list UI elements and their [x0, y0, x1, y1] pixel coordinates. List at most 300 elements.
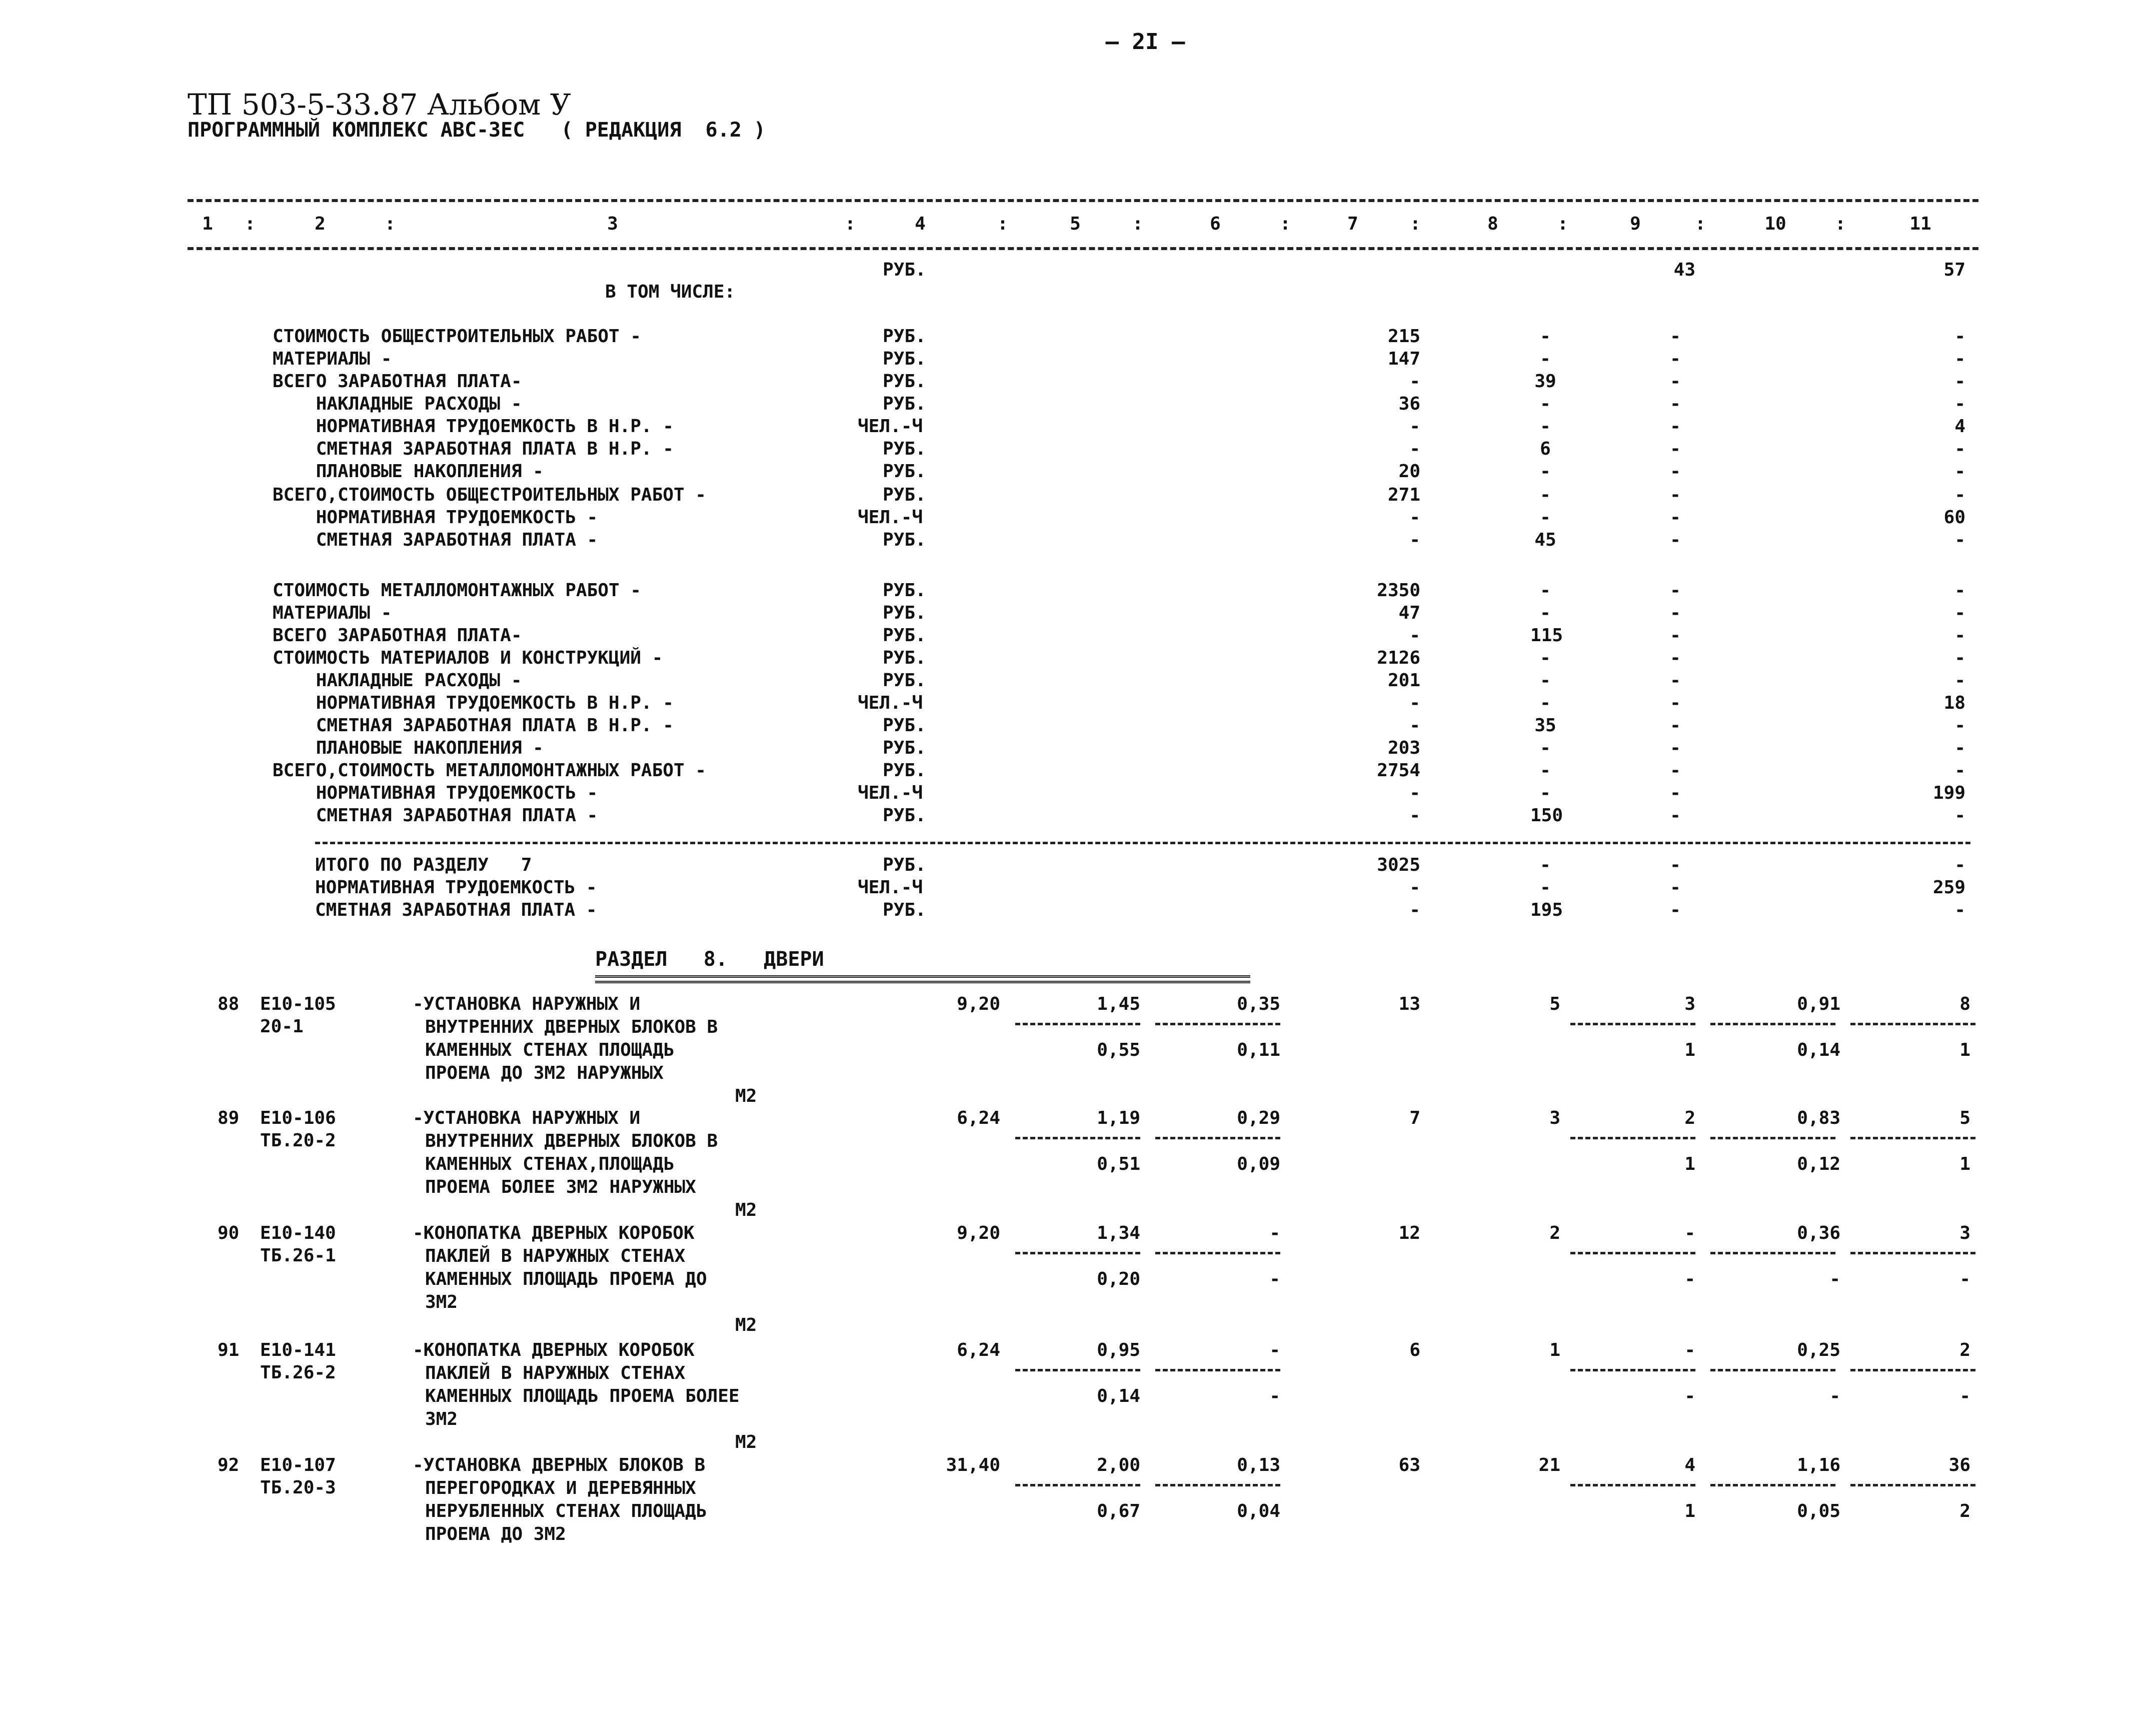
- column-header-cell: 2: [315, 214, 326, 234]
- summary-subtitle: В ТОМ ЧИСЛЕ:: [605, 282, 736, 302]
- row-col7: -: [1409, 507, 1420, 528]
- item-col11-sub: -: [1959, 1269, 1970, 1289]
- row-col8: 35: [1534, 715, 1556, 736]
- item-description-line: ПАКЛЕЙ В НАРУЖНЫХ СТЕНАХ: [425, 1363, 686, 1383]
- row-col7: 215: [1387, 326, 1420, 347]
- item-col11-sub: 1: [1959, 1040, 1970, 1060]
- item-col10-sub: 0,12: [1797, 1154, 1840, 1174]
- column-separator: :: [385, 214, 396, 234]
- row-col9: -: [1670, 855, 1681, 875]
- item-col9: -: [1684, 1340, 1695, 1360]
- item-col5-separator: [1015, 1369, 1140, 1371]
- item-col11: 8: [1959, 994, 1970, 1014]
- item-col5: 0,95: [1097, 1340, 1140, 1360]
- row-col7: 3025: [1377, 855, 1420, 875]
- item-description-line: -УСТАНОВКА ДВЕРНЫХ БЛОКОВ В: [413, 1455, 706, 1475]
- item-code-ref: 20-1: [260, 1016, 304, 1037]
- item-code: Е10-141: [260, 1340, 336, 1360]
- item-description-line: ВНУТРЕННИХ ДВЕРНЫХ БЛОКОВ В: [425, 1131, 718, 1151]
- row-col7: -: [1409, 715, 1420, 736]
- item-col5: 1,19: [1097, 1108, 1140, 1128]
- item-col10-separator: [1710, 1369, 1835, 1371]
- row-col9: -: [1670, 603, 1681, 623]
- row-label: НОРМАТИВНАЯ ТРУДОЕМКОСТЬ -: [273, 507, 598, 528]
- item-col6-separator: [1155, 1484, 1280, 1486]
- item-number: 89: [218, 1108, 240, 1128]
- item-number: 92: [218, 1455, 240, 1475]
- column-header-cell: 9: [1630, 214, 1641, 234]
- item-description-line: ВНУТРЕННИХ ДВЕРНЫХ БЛОКОВ В: [425, 1017, 718, 1037]
- column-header-cell: 4: [915, 214, 926, 234]
- item-col9: 4: [1684, 1455, 1695, 1475]
- row-col8: -: [1540, 507, 1551, 528]
- row-label: ПЛАНОВЫЕ НАКОПЛЕНИЯ -: [273, 461, 544, 482]
- item-col5-separator: [1015, 1252, 1140, 1254]
- column-header-cell: 11: [1909, 214, 1931, 234]
- row-unit: РУБ.: [883, 855, 926, 875]
- row-col8: -: [1540, 648, 1551, 668]
- row-col9: -: [1670, 371, 1681, 392]
- item-description-line: КАМЕННЫХ СТЕНАХ ПЛОЩАДЬ: [425, 1040, 675, 1060]
- row-unit: РУБ.: [883, 603, 926, 623]
- row-unit: ЧЕЛ.-Ч: [858, 416, 923, 437]
- item-col6: 0,13: [1237, 1455, 1280, 1475]
- item-number: 91: [218, 1340, 240, 1360]
- row-col11: -: [1954, 648, 1965, 668]
- item-number: 90: [218, 1223, 240, 1243]
- row-label: СМЕТНАЯ ЗАРАБОТНАЯ ПЛАТА -: [273, 530, 598, 550]
- item-col10-separator: [1710, 1137, 1835, 1139]
- item-col11: 5: [1959, 1108, 1970, 1128]
- column-separator: :: [1410, 214, 1421, 234]
- row-col8: -: [1540, 760, 1551, 781]
- row-label: НОРМАТИВНАЯ ТРУДОЕМКОСТЬ -: [315, 877, 597, 898]
- item-col9: 3: [1684, 994, 1695, 1014]
- item-col11: 36: [1948, 1455, 1970, 1475]
- item-description-line: 3М2: [425, 1292, 458, 1312]
- row-col11: -: [1954, 439, 1965, 459]
- row-col8: -: [1540, 877, 1551, 898]
- row-col8: -: [1540, 783, 1551, 803]
- row-col11: -: [1954, 805, 1965, 826]
- row-col11: -: [1954, 738, 1965, 758]
- column-header-cell: 1: [202, 214, 213, 234]
- item-col9-sub: -: [1684, 1386, 1695, 1406]
- item-col7: 63: [1398, 1455, 1420, 1475]
- item-col6: 0,35: [1237, 994, 1280, 1014]
- item-col10-sub: -: [1829, 1269, 1840, 1289]
- item-code: Е10-105: [260, 994, 336, 1014]
- item-number: 88: [218, 994, 240, 1014]
- row-col8: 195: [1530, 900, 1563, 920]
- item-col6-separator: [1155, 1023, 1280, 1025]
- row-col7: 47: [1398, 603, 1420, 623]
- row-col9: -: [1670, 783, 1681, 803]
- row-col8: 6: [1540, 439, 1551, 459]
- column-separator: :: [1132, 214, 1143, 234]
- row-col11: -: [1954, 349, 1965, 369]
- row-col7: 20: [1398, 461, 1420, 482]
- column-separator: :: [845, 214, 856, 234]
- item-description-line: ПАКЛЕЙ В НАРУЖНЫХ СТЕНАХ: [425, 1246, 686, 1266]
- row-col8: -: [1540, 580, 1551, 601]
- row-label: ВСЕГО,СТОИМОСТЬ МЕТАЛЛОМОНТАЖНЫХ РАБОТ -: [273, 760, 706, 781]
- row-label: ПЛАНОВЫЕ НАКОПЛЕНИЯ -: [273, 738, 544, 758]
- section-title-underline: [595, 975, 1250, 983]
- item-col4: 9,20: [957, 1223, 1000, 1243]
- item-col10: 0,36: [1797, 1223, 1840, 1243]
- row-col8: -: [1540, 461, 1551, 482]
- row-col11: -: [1954, 760, 1965, 781]
- row-col7: -: [1409, 805, 1420, 826]
- item-col11-sub: 2: [1959, 1501, 1970, 1521]
- section-total-rule: [315, 842, 1970, 844]
- row-col7: 2754: [1377, 760, 1420, 781]
- row-col9: -: [1670, 877, 1681, 898]
- item-col5-sub: 0,20: [1097, 1269, 1140, 1289]
- item-col7: 7: [1409, 1108, 1420, 1128]
- row-label: СМЕТНАЯ ЗАРАБОТНАЯ ПЛАТА В Н.Р. -: [273, 715, 674, 736]
- item-col6-separator: [1155, 1252, 1280, 1254]
- item-col7: 13: [1398, 994, 1420, 1014]
- row-unit: РУБ.: [883, 485, 926, 505]
- item-col8: 2: [1549, 1223, 1560, 1243]
- row-unit: РУБ.: [883, 580, 926, 601]
- row-col9: -: [1670, 670, 1681, 691]
- row-unit: РУБ.: [883, 461, 926, 482]
- header-rule: [188, 247, 1978, 250]
- column-separator: :: [997, 214, 1008, 234]
- row-col7: 201: [1387, 670, 1420, 691]
- row-col8: -: [1540, 670, 1551, 691]
- item-col5-separator: [1015, 1484, 1140, 1486]
- item-description-line: КАМЕННЫХ ПЛОЩАДЬ ПРОЕМА БОЛЕЕ: [425, 1386, 740, 1406]
- item-description-line: КАМЕННЫХ СТЕНАХ,ПЛОЩАДЬ: [425, 1154, 675, 1174]
- column-header-cell: 8: [1487, 214, 1498, 234]
- album-title: ТП 503-5-33.87 Альбом У: [188, 88, 571, 122]
- row-col8: -: [1540, 693, 1551, 713]
- item-col10: 0,83: [1797, 1108, 1840, 1128]
- item-col4: 9,20: [957, 994, 1000, 1014]
- row-col8: -: [1540, 603, 1551, 623]
- row-col7: -: [1409, 900, 1420, 920]
- item-description-line: ПЕРЕГОРОДКАХ И ДЕРЕВЯННЫХ: [425, 1478, 696, 1498]
- item-col8: 3: [1549, 1108, 1560, 1128]
- row-unit: РУБ.: [883, 394, 926, 414]
- item-col9: 2: [1684, 1108, 1695, 1128]
- row-unit: ЧЕЛ.-Ч: [858, 693, 923, 713]
- row-col11: -: [1954, 715, 1965, 736]
- item-col10-sub: 0,05: [1797, 1501, 1840, 1521]
- row-col9: -: [1670, 625, 1681, 646]
- row-unit: РУБ.: [883, 349, 926, 369]
- item-col10: 1,16: [1797, 1455, 1840, 1475]
- item-col5-sub: 0,67: [1097, 1501, 1140, 1521]
- row-unit: РУБ.: [883, 648, 926, 668]
- row-col11: -: [1954, 580, 1965, 601]
- item-col11-separator: [1850, 1369, 1975, 1371]
- row-label: ВСЕГО ЗАРАБОТНАЯ ПЛАТА-: [273, 625, 522, 646]
- item-col9-separator: [1570, 1023, 1695, 1025]
- item-col9-sub: 1: [1684, 1501, 1695, 1521]
- row-label: НОРМАТИВНАЯ ТРУДОЕМКОСТЬ В Н.Р. -: [273, 693, 674, 713]
- item-col11-sub: -: [1959, 1386, 1970, 1406]
- row-col7: 36: [1398, 394, 1420, 414]
- item-col6-sub: 0,11: [1237, 1040, 1280, 1060]
- item-description-line: ПРОЕМА ДО 3М2 НАРУЖНЫХ: [425, 1063, 664, 1083]
- item-unit: М2: [735, 1086, 757, 1106]
- row-col8: -: [1540, 485, 1551, 505]
- program-line: ПРОГРАММНЫЙ КОМПЛЕКС АВС-3ЕС ( РЕДАКЦИЯ 6.2 ): [188, 119, 766, 142]
- item-col5-separator: [1015, 1137, 1140, 1139]
- row-col7: -: [1409, 416, 1420, 437]
- row-col11: -: [1954, 461, 1965, 482]
- row-label: ИТОГО ПО РАЗДЕЛУ 7: [315, 855, 532, 875]
- item-col10-sub: -: [1829, 1386, 1840, 1406]
- item-description-line: КАМЕННЫХ ПЛОЩАДЬ ПРОЕМА ДО: [425, 1269, 707, 1289]
- row-label: СТОИМОСТЬ ОБЩЕСТРОИТЕЛЬНЫХ РАБОТ -: [273, 326, 641, 347]
- row-col8: -: [1540, 349, 1551, 369]
- item-col5-sub: 0,51: [1097, 1154, 1140, 1174]
- item-col10: 0,91: [1797, 994, 1840, 1014]
- item-code-ref: ТБ.26-1: [260, 1245, 336, 1266]
- item-col6-separator: [1155, 1137, 1280, 1139]
- column-separator: :: [1557, 214, 1568, 234]
- item-col10-separator: [1710, 1252, 1835, 1254]
- summary-c11: 57: [1943, 260, 1965, 280]
- row-col9: -: [1670, 760, 1681, 781]
- column-header-cell: 7: [1347, 214, 1358, 234]
- page-number: — 2I —: [1105, 29, 1185, 55]
- row-col7: -: [1409, 371, 1420, 392]
- row-col9: -: [1670, 439, 1681, 459]
- row-col7: 2126: [1377, 648, 1420, 668]
- row-col9: -: [1670, 738, 1681, 758]
- column-separator: :: [1280, 214, 1291, 234]
- row-col11: -: [1954, 394, 1965, 414]
- row-col11: 259: [1932, 877, 1965, 898]
- item-description-line: -УСТАНОВКА НАРУЖНЫХ И: [413, 1108, 641, 1128]
- item-code: Е10-106: [260, 1108, 336, 1128]
- row-label: СТОИМОСТЬ МЕТАЛЛОМОНТАЖНЫХ РАБОТ -: [273, 580, 641, 601]
- column-header-cell: 10: [1764, 214, 1786, 234]
- row-label: НАКЛАДНЫЕ РАСХОДЫ -: [273, 394, 522, 414]
- row-unit: РУБ.: [883, 738, 926, 758]
- row-col8: 115: [1530, 625, 1563, 646]
- item-col6: -: [1269, 1223, 1280, 1243]
- item-code-ref: ТБ.26-2: [260, 1362, 336, 1383]
- row-label: НОРМАТИВНАЯ ТРУДОЕМКОСТЬ -: [273, 783, 598, 803]
- row-col8: -: [1540, 326, 1551, 347]
- row-label: МАТЕРИАЛЫ -: [273, 603, 392, 623]
- row-col8: -: [1540, 738, 1551, 758]
- row-col8: -: [1540, 416, 1551, 437]
- item-col6-sub: 0,04: [1237, 1501, 1280, 1521]
- row-unit: ЧЕЛ.-Ч: [858, 507, 923, 528]
- column-header-cell: 3: [607, 214, 618, 234]
- row-col7: -: [1409, 625, 1420, 646]
- item-col5-sub: 0,14: [1097, 1386, 1140, 1406]
- item-unit: М2: [735, 1432, 757, 1452]
- row-unit: РУБ.: [883, 530, 926, 550]
- row-col9: -: [1670, 693, 1681, 713]
- item-col9-sub: 1: [1684, 1154, 1695, 1174]
- item-code: Е10-140: [260, 1223, 336, 1243]
- row-col9: -: [1670, 394, 1681, 414]
- row-unit: РУБ.: [883, 326, 926, 347]
- row-col11: -: [1954, 625, 1965, 646]
- item-col10-separator: [1710, 1484, 1835, 1486]
- row-label: НОРМАТИВНАЯ ТРУДОЕМКОСТЬ В Н.Р. -: [273, 416, 674, 437]
- row-col9: -: [1670, 648, 1681, 668]
- row-unit: РУБ.: [883, 760, 926, 781]
- row-col11: -: [1954, 900, 1965, 920]
- row-col7: 203: [1387, 738, 1420, 758]
- item-col6-sub: -: [1269, 1269, 1280, 1289]
- item-col9-separator: [1570, 1137, 1695, 1139]
- row-col8: 150: [1530, 805, 1563, 826]
- row-col7: 147: [1387, 349, 1420, 369]
- row-unit: ЧЕЛ.-Ч: [858, 783, 923, 803]
- item-col5-separator: [1015, 1023, 1140, 1025]
- row-label: ВСЕГО ЗАРАБОТНАЯ ПЛАТА-: [273, 371, 522, 392]
- item-description-line: ПРОЕМА ДО 3М2: [425, 1524, 566, 1544]
- row-col11: -: [1954, 326, 1965, 347]
- row-col8: 39: [1534, 371, 1556, 392]
- row-label: СМЕТНАЯ ЗАРАБОТНАЯ ПЛАТА В Н.Р. -: [273, 439, 674, 459]
- row-col9: -: [1670, 805, 1681, 826]
- item-description-line: ПРОЕМА БОЛЕЕ 3М2 НАРУЖНЫХ: [425, 1177, 696, 1197]
- row-col9: -: [1670, 461, 1681, 482]
- item-col10: 0,25: [1797, 1340, 1840, 1360]
- item-col9-sub: -: [1684, 1269, 1695, 1289]
- item-unit: М2: [735, 1315, 757, 1335]
- row-col7: -: [1409, 783, 1420, 803]
- item-col11-separator: [1850, 1252, 1975, 1254]
- item-code: Е10-107: [260, 1455, 336, 1475]
- item-description-line: -КОНОПАТКА ДВЕРНЫХ КОРОБОК: [413, 1340, 695, 1360]
- row-col7: -: [1409, 439, 1420, 459]
- item-col5-sub: 0,55: [1097, 1040, 1140, 1060]
- row-col9: -: [1670, 416, 1681, 437]
- item-col9-sub: 1: [1684, 1040, 1695, 1060]
- item-col4: 6,24: [957, 1340, 1000, 1360]
- row-unit: РУБ.: [883, 670, 926, 691]
- column-header-cell: 6: [1210, 214, 1221, 234]
- item-col8: 5: [1549, 994, 1560, 1014]
- item-col6-sub: -: [1269, 1386, 1280, 1406]
- column-header-cell: 5: [1070, 214, 1081, 234]
- row-col11: 60: [1943, 507, 1965, 528]
- row-label: НАКЛАДНЫЕ РАСХОДЫ -: [273, 670, 522, 691]
- row-label: СМЕТНАЯ ЗАРАБОТНАЯ ПЛАТА -: [315, 900, 597, 920]
- section-title: РАЗДЕЛ 8. ДВЕРИ: [595, 948, 824, 971]
- column-separator: :: [1695, 214, 1706, 234]
- item-code-ref: ТБ.20-2: [260, 1130, 336, 1151]
- item-col8: 21: [1538, 1455, 1560, 1475]
- row-col9: -: [1670, 326, 1681, 347]
- row-label: ВСЕГО,СТОИМОСТЬ ОБЩЕСТРОИТЕЛЬНЫХ РАБОТ -: [273, 485, 706, 505]
- row-col11: 199: [1932, 783, 1965, 803]
- column-separator: :: [1835, 214, 1846, 234]
- item-col6: 0,29: [1237, 1108, 1280, 1128]
- row-col8: -: [1540, 855, 1551, 875]
- row-label: МАТЕРИАЛЫ -: [273, 349, 392, 369]
- item-col5: 2,00: [1097, 1455, 1140, 1475]
- row-col9: -: [1670, 580, 1681, 601]
- item-description-line: -КОНОПАТКА ДВЕРНЫХ КОРОБОК: [413, 1223, 695, 1243]
- row-col9: -: [1670, 349, 1681, 369]
- item-col9: -: [1684, 1223, 1695, 1243]
- row-col11: -: [1954, 855, 1965, 875]
- row-col8: -: [1540, 394, 1551, 414]
- item-col5: 1,34: [1097, 1223, 1140, 1243]
- item-col8: 1: [1549, 1340, 1560, 1360]
- item-col11: 3: [1959, 1223, 1970, 1243]
- row-label: СМЕТНАЯ ЗАРАБОТНАЯ ПЛАТА -: [273, 805, 598, 826]
- item-col9-separator: [1570, 1252, 1695, 1254]
- row-col9: -: [1670, 485, 1681, 505]
- item-col7: 6: [1409, 1340, 1420, 1360]
- row-col11: -: [1954, 485, 1965, 505]
- item-col11-sub: 1: [1959, 1154, 1970, 1174]
- row-col9: -: [1670, 530, 1681, 550]
- row-unit: РУБ.: [883, 439, 926, 459]
- item-description-line: 3М2: [425, 1409, 458, 1429]
- row-col7: -: [1409, 877, 1420, 898]
- item-col10-separator: [1710, 1023, 1835, 1025]
- summary-c9: 43: [1673, 260, 1695, 280]
- row-unit: РУБ.: [883, 371, 926, 392]
- row-unit: ЧЕЛ.-Ч: [858, 877, 923, 898]
- row-col7: -: [1409, 693, 1420, 713]
- item-code-ref: ТБ.20-3: [260, 1477, 336, 1498]
- top-rule: [188, 199, 1978, 202]
- summary-unit: РУБ.: [883, 260, 926, 280]
- item-col11-separator: [1850, 1137, 1975, 1139]
- item-col10-sub: 0,14: [1797, 1040, 1840, 1060]
- item-col9-separator: [1570, 1369, 1695, 1371]
- item-col11: 2: [1959, 1340, 1970, 1360]
- row-col11: -: [1954, 603, 1965, 623]
- item-col11-separator: [1850, 1484, 1975, 1486]
- row-col9: -: [1670, 507, 1681, 528]
- row-col8: 45: [1534, 530, 1556, 550]
- column-separator: :: [245, 214, 256, 234]
- item-unit: М2: [735, 1200, 757, 1220]
- item-col9-separator: [1570, 1484, 1695, 1486]
- row-col11: 18: [1943, 693, 1965, 713]
- row-unit: РУБ.: [883, 715, 926, 736]
- item-col5: 1,45: [1097, 994, 1140, 1014]
- row-col11: -: [1954, 530, 1965, 550]
- item-col4: 31,40: [946, 1455, 1000, 1475]
- row-unit: РУБ.: [883, 900, 926, 920]
- row-label: СТОИМОСТЬ МАТЕРИАЛОВ И КОНСТРУКЦИЙ -: [273, 648, 663, 668]
- item-description-line: -УСТАНОВКА НАРУЖНЫХ И: [413, 994, 641, 1014]
- row-col7: 271: [1387, 485, 1420, 505]
- row-col11: 4: [1954, 416, 1965, 437]
- item-col7: 12: [1398, 1223, 1420, 1243]
- row-unit: РУБ.: [883, 805, 926, 826]
- row-col7: -: [1409, 530, 1420, 550]
- item-col6: -: [1269, 1340, 1280, 1360]
- item-col6-sub: 0,09: [1237, 1154, 1280, 1174]
- item-description-line: НЕРУБЛЕННЫХ СТЕНАХ ПЛОЩАДЬ: [425, 1501, 707, 1521]
- row-col9: -: [1670, 900, 1681, 920]
- item-col4: 6,24: [957, 1108, 1000, 1128]
- item-col6-separator: [1155, 1369, 1280, 1371]
